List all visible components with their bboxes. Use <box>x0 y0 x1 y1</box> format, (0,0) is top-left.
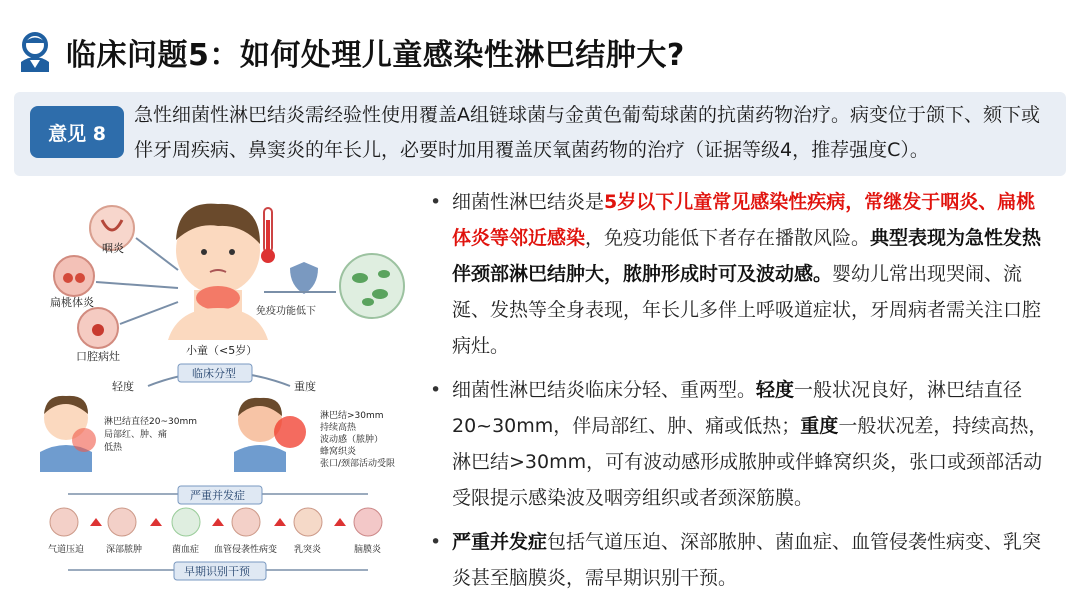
highlight-red: 5岁以下儿童常见感染性疾病，常继发于咽炎、扁桃体炎等邻近感染 <box>452 191 1036 249</box>
tonsillitis-icon <box>54 256 94 296</box>
bullet-dot: • <box>430 379 442 401</box>
text-span: 一般状况差，持续高热，淋巴结>30mm，可有波动感形成脓肿或伴蜂窝织炎，张口或颈部活动受限提示感染波及咽旁组织或者颈深筋膜。 <box>452 415 1048 509</box>
page-title: 临床问题5：如何处理儿童感染性淋巴结肿大? <box>66 38 685 73</box>
vessel-icon <box>232 508 260 536</box>
complication-label: 气道压迫 <box>48 545 85 555</box>
text-span: 一般状况良好，淋巴结直径20~30mm，伴局部红、肿、痛或低热； <box>452 379 1023 437</box>
text-span: 包括气道压迫、深部脓肿、菌血症、血管侵袭性病变、乳突炎甚至脑膜炎，需早期识别干预。 <box>452 531 1042 589</box>
bullet-list <box>430 184 1050 604</box>
bacteria-icon <box>340 254 404 318</box>
label-immune-low: 免疫功能低下 <box>256 306 316 317</box>
label-pharyngitis: 咽炎 <box>102 242 124 255</box>
label-child: 小童（<5岁） <box>186 344 258 357</box>
opinion-box <box>14 92 1066 176</box>
mild-line: 低热 <box>104 443 123 453</box>
label-early: 早期识别干预 <box>184 565 250 578</box>
complication-label: 乳突炎 <box>294 545 322 555</box>
label-mild: 轻度 <box>112 380 134 393</box>
severe-line: 蜂窝织炎 <box>320 447 357 457</box>
bullet-item <box>430 184 1050 364</box>
complication-label: 菌血症 <box>172 545 200 555</box>
label-severe: 重度 <box>294 380 316 393</box>
doctor-icon <box>18 30 52 74</box>
opinion-badge: 意见 8 <box>30 106 124 158</box>
complication-label: 血管侵袭性病变 <box>214 545 278 555</box>
text-span: 细菌性淋巴结炎是 <box>452 191 605 213</box>
label-tonsillitis: 扁桃体炎 <box>50 296 94 309</box>
clinical-illustration <box>28 190 412 590</box>
highlight-bold: 严重并发症 <box>452 531 548 553</box>
label-clinical-types: 临床分型 <box>192 367 236 380</box>
bullet-dot: • <box>430 191 442 213</box>
opinion-text: 急性细菌性淋巴结炎需经验性使用覆盖A组链球菌与金黄色葡萄球菌的抗菌药物治疗。病变位于颌下、颏下或伴牙周疾病、鼻窦炎的年长儿，必要时加用覆盖厌氧菌药物的治疗（证据等级4，推荐强度C）。 <box>134 104 1041 161</box>
header <box>0 0 1080 90</box>
lungs-icon <box>50 508 78 536</box>
highlight-bold: 轻度 <box>756 379 795 401</box>
complication-label: 脑膜炎 <box>354 545 382 555</box>
shield-icon <box>290 262 318 294</box>
bullet-dot: • <box>430 531 442 553</box>
text-span: 细菌性淋巴结炎临床分轻、重两型。 <box>452 379 757 401</box>
mild-line: 局部红、肿、痛 <box>104 430 168 440</box>
abscess-icon <box>108 508 136 536</box>
brain-icon <box>354 508 382 536</box>
severe-line: 淋巴结>30mm <box>320 411 384 421</box>
bullet-item <box>430 524 1050 596</box>
mild-line: 淋巴结直径20~30mm <box>104 417 197 427</box>
label-oral: 口腔病灶 <box>76 350 120 363</box>
highlight-bold: 典型表现为急性发热伴颈部淋巴结肿大，脓肿形成时可及波动感。 <box>452 227 1042 285</box>
severe-line: 张口/颈部活动受限 <box>320 459 396 469</box>
text-span: 婴幼儿常出现哭闹、流涎、发热等全身表现，年长儿多伴上呼吸道症状，牙周病者需关注口腔病灶。 <box>452 263 1042 357</box>
highlight-bold: 重度 <box>800 415 839 437</box>
label-complications: 严重并发症 <box>190 489 245 502</box>
ear-icon <box>294 508 322 536</box>
blood-icon <box>172 508 200 536</box>
severe-line: 波动感（脓肿） <box>320 435 384 445</box>
bullet-item <box>430 372 1050 516</box>
complication-label: 深部脓肿 <box>106 545 143 555</box>
text-span: ，免疫功能低下者存在播散风险。 <box>585 227 871 249</box>
severe-line: 持续高热 <box>320 423 357 433</box>
